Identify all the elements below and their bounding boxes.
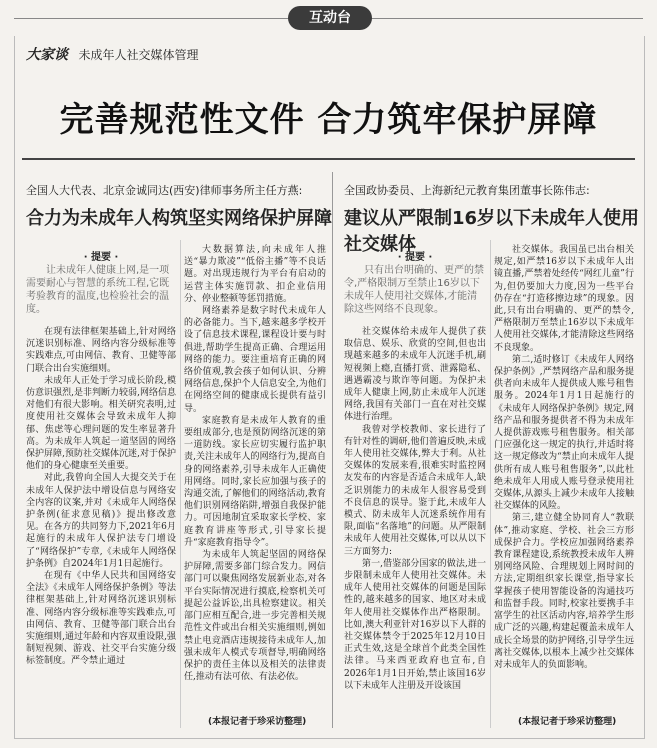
left-column-2	[184, 244, 326, 710]
right-column-2	[494, 244, 634, 710]
right-kicker: 全国政协委员、上海新纪元教育集团董事长陈伟志:	[344, 184, 590, 197]
paragraph: 网络素养是数字时代未成年人的必备能力。当下,越来越多学校开设了信息技术课程,课程设计要与时俱进,帮助学生提高正确、合理运用网络的能力。要注重培育正确的网络价值观,教会孩子如何认识、分辨网络信息,保护个人信息安全,为他们在网络空间的健康成长提供有益引导。	[184, 306, 326, 414]
left-title: 合力为未成年人构筑坚实网络保护屏障	[26, 208, 332, 229]
column-header	[26, 44, 199, 64]
column-tag: 大家谈	[26, 47, 68, 63]
paragraph: 为未成年人筑起坚固的网络保护屏障,需要多部门综合发力。网信部门可以聚焦网络发展新业态,对各平台实际情况进行摸底,检察机关可提起公益诉讼,出具检察建议。相关部门应相互配合,进一步完善相关规范性文件或出台相关实施细则,例如禁止电竞酒店违规接待未成年人,加强未成年人模式专项督导,明确网络保护的责任主体以及相关的法律责任,推动有法可依、有法必依。	[184, 550, 326, 683]
right-signature: (本报记者于珍采访整理)	[518, 717, 617, 727]
left-kicker: 全国人大代表、北京金诚同达(西安)律师事务所主任方燕:	[26, 184, 303, 197]
paragraph: 我曾对学校教师、家长进行了有针对性的调研,他们普遍反映,未成年人使用社交媒体,弊大于利。从社交媒体的发展来看,很难实时监控网友发布的内容是否适合未成年人,缺乏识别能力的未成年人很容易受到不良信息的误导。鉴于此,未成年人模式、防未成年人沉迷系统作用有限,面临“名落地”的问题。从严限制未成年人使用社交媒体,可以从以下三方面努力:	[344, 424, 486, 557]
center-separator	[332, 172, 333, 728]
left-column-1	[26, 326, 176, 726]
paragraph: 对此,我曾向全国人大提交关于在未成年人保护法中增设信息与网络安全内容的议案,并对《未成年人网络保护条例(征求意见稿)》提出修改意见。在各方的共同努力下,2021年6月起施行的未成年人保护法专门增设了“网络保护”专章,《未成年人网络保护条例》自2024年1月1日起施行。	[26, 473, 176, 569]
headline-rule	[22, 158, 635, 160]
left-signature: (本报记者于珍采访整理)	[208, 717, 307, 727]
paragraph: 第三,建立健全协同育人“教联体”,推动家庭、学校、社会三方形成保护合力。学校应加强网络素养教育课程建设,系统教授未成年人辨别网络风险、合理规划上网时间的方法,定期组织家长课堂,指导家长掌握孩子使用智能设备的沟通技巧和监督手段。同时,校家社要携手丰富学生的社区活动内容,培养学生形成广泛的兴趣,构建起覆盖未成年人成长全场景的防护网络,引导学生远离社交媒体,以根本上减少社交媒体对未成年人的负面影响。	[494, 513, 634, 670]
paragraph: 第一,借鉴部分国家的做法,进一步限制未成年人使用社交媒体。未成年人使用社交媒体的问题是国际性的,越来越多的国家、地区对未成年人使用社交媒体作出严格限制。比如,澳大利亚针对16岁以下人群的社交媒体禁令于2025年12月10日正式生效,这是全球首个此类全国性法律。马来西亚政府也宣布,自2026年1月1日开始,禁止该国16岁以下未成年人注册及开设该国	[344, 558, 486, 691]
right-abstract-label: · 提要 ·	[397, 252, 433, 263]
paragraph: 社交媒体。我国虽已出台相关规定,如严禁16岁以下未成年人出镜直播,严禁着处经传“网红儿童”行为,但仍要加大力度,因为一些平台仍存在“打造移擦边球”的现象。因此,只有出台明确的、更严的禁令,严格限制万至禁止16岁以下未成年人使用社交媒体,才能清除这些网络不良现象。	[494, 245, 634, 353]
right-column-1	[344, 326, 486, 726]
section-badge: 互动台	[288, 6, 372, 30]
paragraph: 第二,适时修订《未成年人网络保护条例》,严禁网络产品和服务提供者向未成年人提供成人账号租售服务。2024年1月1日起施行的《未成年人网络保护条例》规定,网络产品和服务提供者不得为未成年人提供游戏账号租售服务。相关部门应强化这一规定的执行,并适时将这一规定修改为“禁止向未成年人提供所有成人账号租售服务”,以此杜绝未成年人用成人账号登录使用社交媒体,从源头上减少未成年人接触社交媒体的风险。	[494, 354, 634, 512]
page-headline: 完善规范性文件 合力筑牢保护屏障	[59, 100, 598, 140]
right-abstract: 只有出台明确的、更严的禁令,严格限制万至禁止16岁以下未成年人使用社交媒体,才能清除这些网络不良现象。	[344, 265, 484, 315]
paragraph: 家庭教育是未成年人教育的重要组成部分,也是预防网络沉迷的第一道防线。家长应切实履行监护职责,关注未成年人的网络行为,提高自身的网络素养,引导未成年人正确使用网络。同时,家长应加强与孩子的沟通交流,了解他们的网络活动,教育他们识别网络陷阱,增强自我保护能力。可因地制宜采取家长学校、家庭教育讲座等形式,引导家长提升“家庭教育指导令”。	[184, 415, 326, 548]
right-title: 建议从严限制16岁以下未成年人使用社交媒体	[344, 208, 640, 255]
left-abstract: 让未成年人健康上网,是一项需要耐心与智慧的系统工程,它既考验教育的温度,也检验社会的温度。	[26, 265, 170, 315]
column-topic: 未成年人社交媒体管理	[78, 48, 199, 62]
right-column-separator	[490, 240, 491, 728]
paragraph: 在现有《中华人民共和国网络安全法》《未成年人网络保护条例》等法律框架基础上,针对网络沉迷识别标准、网络内容分级标准等实践难点,可由网信、教育、卫健等部门联合出台实施细则,通过年龄和内容双重设限,强制短视频、游戏、社交平台实施分级标签制度。严令禁止通过	[26, 571, 176, 667]
left-abstract-label: · 提要 ·	[83, 252, 119, 263]
top-bar	[0, 0, 657, 36]
paragraph: 在现有法律框架基础上,针对网络沉迷识别标准、网络内容分级标准等实践难点,可由网信、教育、卫健等部门联合出台实施细则。	[26, 327, 176, 374]
left-column-separator	[180, 240, 181, 728]
paragraph: 大数据算法,向未成年人推送“暴力欺凌”“低俗主播”等不良话题。对出现违规行为平台有启动的运营主体实施罚款、扣企业信用分、停业整顿等惩罚措施。	[184, 245, 326, 304]
paragraph: 社交媒体给未成年人提供了获取信息、娱乐、欣赏的空间,但也出现越来越多的未成年人沉迷手机,刷短视频上瘾,直播打赏、泄露隐私、遇遇霸凌与欺诈等问题。为保护未成年人健康上网,防止未成年人沉迷网络,我国有关部门一直在对社交媒体进行治理。	[344, 327, 486, 423]
paragraph: 未成年人正处于学习成长阶段,模仿意识强烈,是非判断力较弱,网络信息对他们有很大影响。相关研究表明,过度使用社交媒体会导致未成年人抑郁、焦虑等心理问题的发生率显著升高。为未成年人筑起一道坚固的网络保护屏障,预防社交媒体沉迷,对于保护他们的身心健康至关重要。	[26, 375, 176, 472]
